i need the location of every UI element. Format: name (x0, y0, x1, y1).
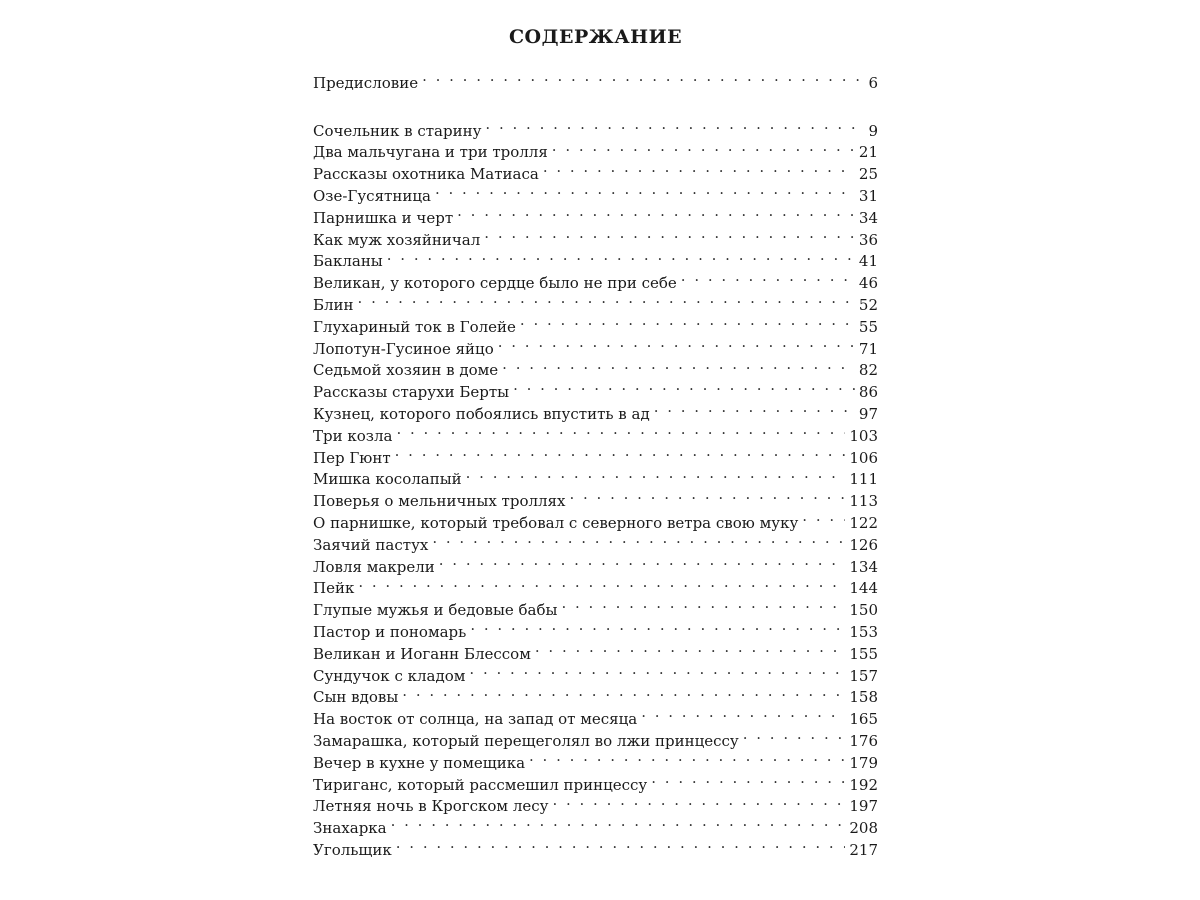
toc-entry-title: Парнишка и черт (313, 208, 454, 227)
toc-entry-page-number: 103 (849, 426, 878, 445)
toc-entry-title: Пейк (313, 579, 355, 598)
toc-leader-dots (535, 637, 845, 659)
toc-entry-title: Поверья о мельничных троллях (313, 492, 566, 511)
toc-leader-dots (513, 375, 855, 397)
toc-entry-page-number: 46 (858, 274, 878, 293)
toc-entry (313, 266, 878, 293)
toc-leader-dots (552, 136, 855, 158)
toc-leader-dots (654, 397, 855, 419)
toc-entry-title: Глупые мужья и бедовые бабы (313, 601, 558, 620)
toc-leader-dots (395, 441, 846, 463)
toc-leader-dots (529, 746, 845, 768)
toc-entry-page-number: 134 (849, 557, 878, 576)
toc-entry-title: Предисловие (313, 73, 419, 92)
toc-entry-title: Великан и Иоганн Блессом (313, 644, 531, 663)
toc-entry-page-number: 122 (849, 513, 878, 532)
toc-entry-title: На восток от солнца, на запад от месяца (313, 710, 638, 729)
toc-entry-page-number: 111 (849, 470, 878, 489)
toc-leader-dots (439, 550, 846, 572)
toc-entry (313, 463, 878, 489)
toc-entry-page-number: 192 (849, 775, 878, 794)
toc-entry-page-number: 86 (858, 383, 878, 402)
toc-entry-title: Сундучок с кладом (313, 666, 466, 685)
toc-leader-dots (681, 266, 855, 288)
toc-entry-page-number: 144 (849, 579, 878, 598)
toc-entry-page-number: 25 (858, 165, 878, 184)
toc-leader-dots (391, 811, 846, 833)
toc-entry-title: Глухариный ток в Голейе (313, 317, 516, 336)
toc-entry (313, 572, 878, 598)
toc-leader-dots (552, 790, 845, 812)
toc-entry (313, 593, 878, 620)
toc-leader-dots (432, 528, 845, 550)
toc-entry-title: Пастор и пономарь (313, 622, 467, 641)
toc-entry-title: Рассказы охотника Матиаса (313, 165, 539, 184)
toc-entry-title: Как муж хозяйничал (313, 230, 481, 249)
toc-leader-dots (387, 245, 855, 267)
toc-entry-page-number: 71 (858, 339, 878, 358)
toc-entry-page-number: 55 (858, 317, 878, 336)
toc-entry-page-number: 36 (858, 230, 878, 249)
toc-leader-dots (470, 615, 845, 637)
toc-entry-title: Вечер в кухне у помещика (313, 753, 526, 772)
toc-leader-dots (402, 681, 845, 703)
toc-entry-title: Летняя ночь в Крогском лесу (313, 797, 549, 816)
toc-leader-dots (358, 572, 845, 594)
toc-entry-title: Рассказы старухи Берты (313, 383, 510, 402)
toc-leader-dots (520, 310, 855, 332)
toc-entry-page-number: 41 (858, 252, 878, 271)
toc-entry-page-number: 179 (849, 753, 878, 772)
toc-entry-page-number: 82 (858, 361, 878, 380)
toc-entry-title: Мишка косолапый (313, 470, 462, 489)
toc-entry (313, 288, 878, 314)
toc-entry-page-number: 52 (858, 295, 878, 314)
toc-entry-page-number: 97 (858, 404, 878, 423)
toc-leader-dots (466, 463, 846, 485)
page-title: СОДЕРЖАНИЕ (508, 26, 683, 48)
toc-entry-page-number: 157 (849, 666, 878, 685)
toc-entry-title: Тириганс, который рассмешил принцессу (313, 775, 648, 794)
toc-entry-page-number: 155 (849, 644, 878, 663)
toc-entry-page-number: 153 (849, 622, 878, 641)
toc-list (313, 66, 878, 859)
toc-entry-page-number: 197 (849, 797, 878, 816)
toc-entry (313, 441, 878, 467)
toc-entry-title: Заячий пастух (313, 535, 429, 554)
toc-leader-dots (802, 506, 845, 528)
toc-entry (313, 114, 878, 140)
toc-entry-page-number: 106 (849, 448, 878, 467)
toc-entry-title: Блин (313, 295, 354, 314)
toc-entry-page-number: 150 (849, 601, 878, 620)
toc-entry-title: Седьмой хозяин в доме (313, 361, 499, 380)
toc-leader-dots (396, 833, 846, 855)
toc-entry-title: Пер Гюнт (313, 448, 391, 467)
toc-entry-title: Знахарка (313, 819, 387, 838)
toc-leader-dots (485, 114, 864, 136)
toc-entry-page-number: 34 (858, 208, 878, 227)
toc-entry-page-number: 158 (849, 688, 878, 707)
toc-entry (313, 419, 878, 445)
toc-entry-page-number: 208 (849, 819, 878, 838)
toc-entry-title: Ловля макрели (313, 557, 435, 576)
toc-entry-title: Замарашка, который перещеголял во лжи принцессу (313, 731, 739, 750)
toc-entry-title: Три козла (313, 426, 393, 445)
toc-entry-title: Два мальчугана и три тролля (313, 143, 548, 162)
toc-leader-dots (651, 768, 845, 790)
toc-leader-dots (358, 288, 855, 310)
toc-entry-page-number: 9 (868, 121, 878, 140)
toc-leader-dots (743, 724, 846, 746)
toc-entry-page-number: 165 (849, 710, 878, 729)
toc-leader-dots (396, 419, 845, 441)
toc-entry-title: Бакланы (313, 252, 383, 271)
toc-leader-dots (469, 659, 845, 681)
toc-leader-dots (498, 332, 855, 354)
toc-entry-title: Лопотун-Гусиное яйцо (313, 339, 494, 358)
toc-leader-dots (502, 354, 855, 376)
toc-leader-dots (422, 66, 864, 88)
toc-entry-title: Кузнец, которого побоялись впустить в ад (313, 404, 650, 423)
toc-entry-page-number: 31 (858, 186, 878, 205)
toc-entry-page-number: 217 (849, 840, 878, 859)
toc-entry-title: Угольщик (313, 840, 392, 859)
table-of-contents-page (313, 22, 878, 859)
toc-entry-page-number: 6 (868, 73, 878, 92)
toc-entry-title: Сочельник в старину (313, 121, 482, 140)
toc-entry-page-number: 113 (849, 492, 878, 511)
toc-leader-dots (561, 593, 845, 615)
toc-entry-title: Сын вдовы (313, 688, 399, 707)
toc-entry-title: О парнишке, который требовал с северного ветра свою муку (313, 513, 799, 532)
toc-entry (313, 66, 878, 92)
toc-entry-page-number: 126 (849, 535, 878, 554)
toc-entry-page-number: 176 (849, 731, 878, 750)
toc-leader-dots (569, 484, 845, 506)
toc-leader-dots (457, 201, 855, 223)
toc-entry-page-number: 21 (858, 143, 878, 162)
toc-entry-title: Великан, у которого сердце было не при себе (313, 274, 677, 293)
toc-entry (313, 245, 878, 271)
toc-entry (313, 310, 878, 336)
toc-entry (313, 811, 878, 838)
toc-leader-dots (435, 179, 855, 201)
toc-leader-dots (484, 223, 855, 245)
toc-entry-title: Озе-Гусятница (313, 186, 431, 205)
toc-leader-dots (543, 157, 855, 179)
toc-entry (313, 833, 878, 859)
toc-leader-dots (641, 702, 845, 724)
